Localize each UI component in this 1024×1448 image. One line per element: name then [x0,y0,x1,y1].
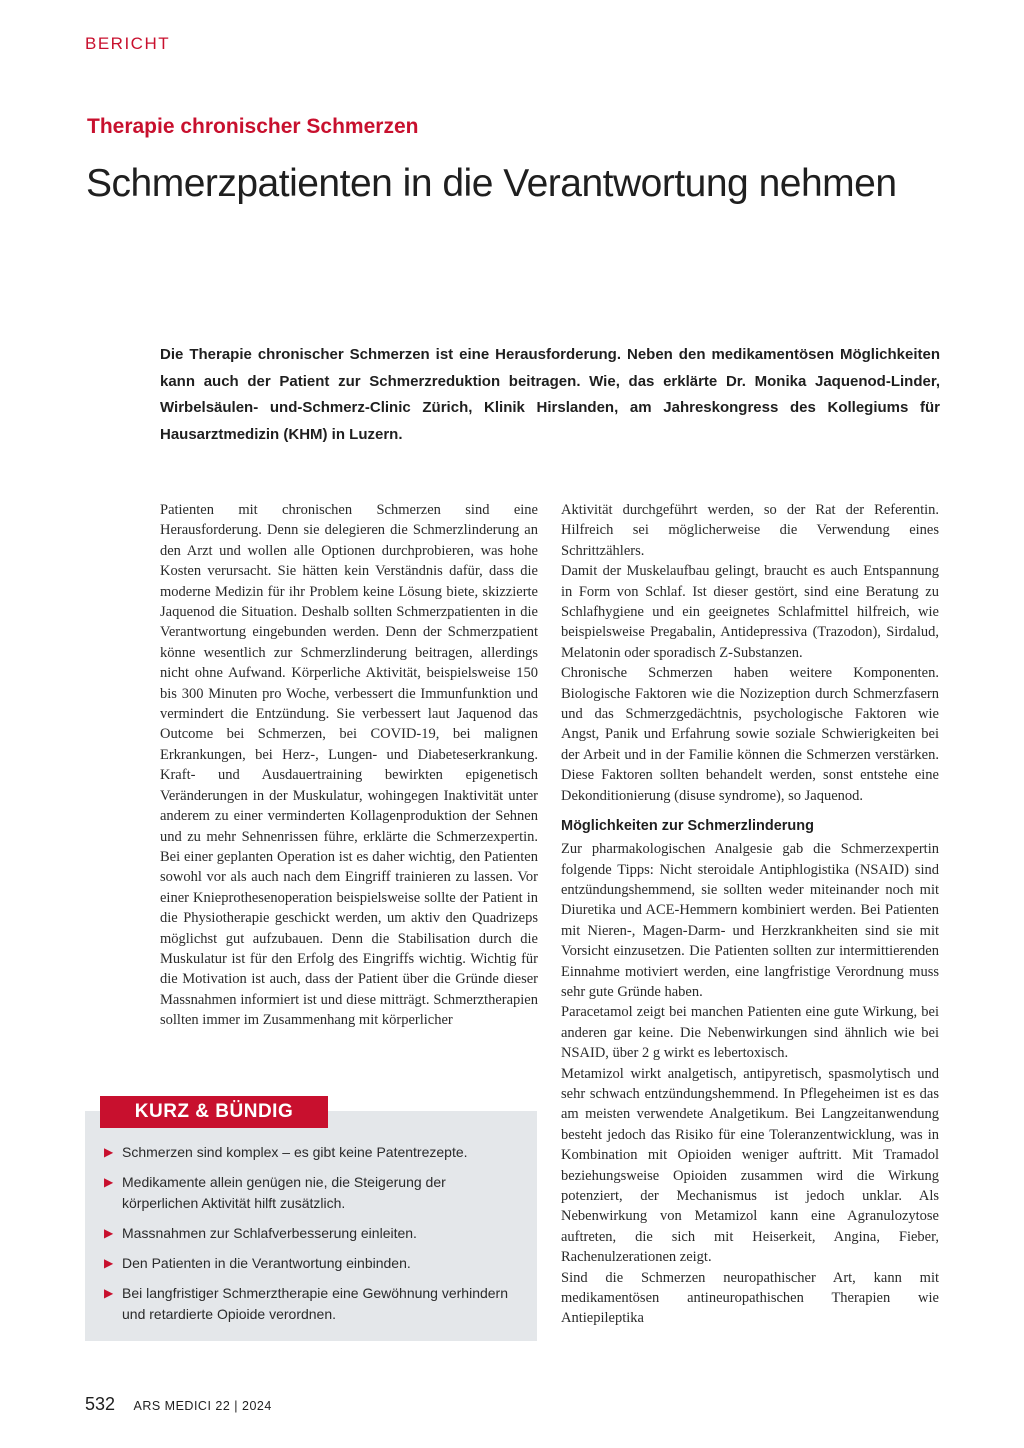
summary-item-text: Massnahmen zur Schlafverbesserung einleiten. [122,1225,417,1241]
left-column [160,500,538,1031]
article-lead: Die Therapie chronischer Schmerzen ist eine Herausforderung. Neben den medikamentösen Möglichkeiten kann auch der Patient zur Schmerzreduktion beitragen. Wie, das erklärte Dr. Monika Jaquenod-Linder, Wirbelsäulen- und-Schmerz-Clinic Zürich, Klinik Hirslanden, am Jahreskongress des Kollegiums für Hausarztmedizin (KHM) in Luzern. [160,346,940,443]
body-paragraph: Metamizol wirkt analgetisch, antipyretisch, spasmolytisch und sehr schwach entzündungshemmend. In Pflegeheimen ist es das am meisten verwendete Analgetikum. Bei Langzeitanwendung besteht jedoch das Risiko für eine Toleranzentwicklung, was in Kombination mit Opioiden weniger auftritt. Mit Tramadol beziehungsweise Opioiden zusammen wird die Wirkung potenziert, der Mechanismus ist jedoch unklar. Als Nebenwirkung von Metamizol kann eine Agranulozytose auftreten, die sich mit Heiserkeit, Angina, Fieber, Rachenulzerationen zeigt. [561,1065,939,1266]
journal-issue: ARS MEDICI 22 | 2024 [133,1399,272,1413]
summary-item [104,1283,524,1325]
section-label: BERICHT [85,34,171,53]
summary-item-text: Medikamente allein genügen nie, die Steigerung der körperlichen Aktivität hilft zusätzlich. [122,1174,446,1211]
body-paragraph: Aktivität durchgeführt werden, so der Rat der Referentin. Hilfreich sei möglicherweise die Verwendung eines Schrittzählers. [561,502,939,559]
summary-item-text: Schmerzen sind komplex – es gibt keine Patentrezepte. [122,1144,468,1160]
summary-item-text: Bei langfristiger Schmerztherapie eine Gewöhnung verhindern und retardierte Opioide verordnen. [122,1285,508,1322]
triangle-bullet-icon: ▶ [104,1175,114,1189]
summary-item [104,1223,524,1244]
summary-item-text: Den Patienten in die Verantwortung einbinden. [122,1255,411,1271]
body-paragraph: Patienten mit chronischen Schmerzen sind eine Herausforderung. Denn sie delegieren die Schmerzlinderung an den Arzt und wollen alle Optionen durchprobieren, was hohe Kosten verursacht. Sie hätten kein Verständnis dafür, dass die moderne Medizin für ihr Problem keine Lösung biete, skizzierte Jaquenod die Situation. Deshalb sollten Schmerzpatienten in die Verantwortung eingebunden werden. Denn der Schmerzpatient könne wesentlich zur Schmerzlinderung beitragen, allerdings nicht ohne Aufwand. Körperliche Aktivität, beispielsweise 150 bis 300 Minuten pro Woche, verbessert die Immunfunktion und vermindert die Entzündung. Sie verbessert laut Jaquenod das Outcome bei Schmerzen, bei COVID-19, bei malignen Erkrankungen, bei Herz-, Lungen- und Diabeteserkrankung. Kraft- und Ausdauertraining bewirkten epigenetisch Veränderungen in der Muskulatur, wohingegen Inaktivität unter anderem zu einer verminderten Kollagenproduktion der Sehnen und zu mehr Sehnenrissen führe, erklärte die Schmerzexpertin. Bei einer geplanten Operation ist es daher wichtig, den Patienten sowohl vor als auch nach dem Eingriff trainieren zu lassen. Vor einer Knieprothesenoperation beispielsweise sollte der Patient in die Physiotherapie geschickt werden, um aktiv den Quadrizeps möglichst gut aufzubauen. Denn die Stabilisation durch die Muskulatur ist für den Erfolg des Eingriffs wichtig. Wichtig für die Motivation ist auch, dass der Patient über die Gründe dieser Massnahmen informiert ist und diese mitträgt. Schmerztherapien sollten immer im Zusammenhang mit körperlicher [160,502,538,1029]
body-paragraph: Paracetamol zeigt bei manchen Patienten eine gute Wirkung, bei anderen gar keine. Die Nebenwirkungen sind ähnlich wie bei NSAID, über 2 g wirkt es lebertoxisch. [561,1004,939,1062]
summary-item [104,1172,524,1214]
body-paragraph: Sind die Schmerzen neuropathischer Art, kann mit medikamentösen antineuropathischen Therapien wie Antiepileptika [561,1269,939,1327]
triangle-bullet-icon: ▶ [104,1145,114,1159]
right-column [561,500,939,1329]
body-paragraph: Chronische Schmerzen haben weitere Komponenten. Biologische Faktoren wie die Nozizeption durch Schmerzfasern und das Schmerzgedächtnis, psychologische Faktoren wie Angst, Panik und Erfahrung sowie soziale Schwierigkeiten bei der Arbeit und in der Familie können die Schmerzen verstärken. Diese Faktoren sollten behandelt werden, sonst entstehe eine Dekonditionierung (disuse syndrome), so Jaquenod. [561,665,939,804]
article-kicker: Therapie chronischer Schmerzen [87,115,419,138]
article-title: Schmerzpatienten in die Verantwortung nehmen [86,162,897,205]
summary-item [104,1253,524,1274]
page-footer [85,1394,272,1415]
triangle-bullet-icon: ▶ [104,1286,114,1300]
summary-item [104,1142,524,1163]
page-number: 532 [85,1394,116,1414]
body-paragraph: Zur pharmakologischen Analgesie gab die Schmerzexpertin folgende Tipps: Nicht steroidale Antiphlogistika (NSAID) sind entzündungshemmend, sie sollten weder miteinander noch mit Diuretika und ACE-Hemmern kombiniert werden. Bei Patienten mit Nieren-, Magen-Darm- und Herzkrankheiten sind sie mit Vorsicht einzusetzen. Die Patienten sollten zur intermittierenden Einnahme motiviert werden, eine langfristige Verordnung muss sehr gute Gründe haben. [561,841,939,1000]
summary-list [104,1142,524,1334]
triangle-bullet-icon: ▶ [104,1256,114,1270]
triangle-bullet-icon: ▶ [104,1226,114,1240]
summary-box-title: KURZ & BÜNDIG [100,1096,328,1128]
body-paragraph: Damit der Muskelaufbau gelingt, braucht es auch Entspannung in Form von Schlaf. Ist dieser gestört, sind eine Beratung zu Schlafhygiene und ein geeignetes Schlafmittel hilfreich, wie beispielsweise Pregabalin, Antidepressiva (Trazodon), Sirdalud, Melatonin oder sporadisch Z-Substanzen. [561,563,939,661]
section-subheading: Möglichkeiten zur Schmerzlinderung [561,818,814,835]
